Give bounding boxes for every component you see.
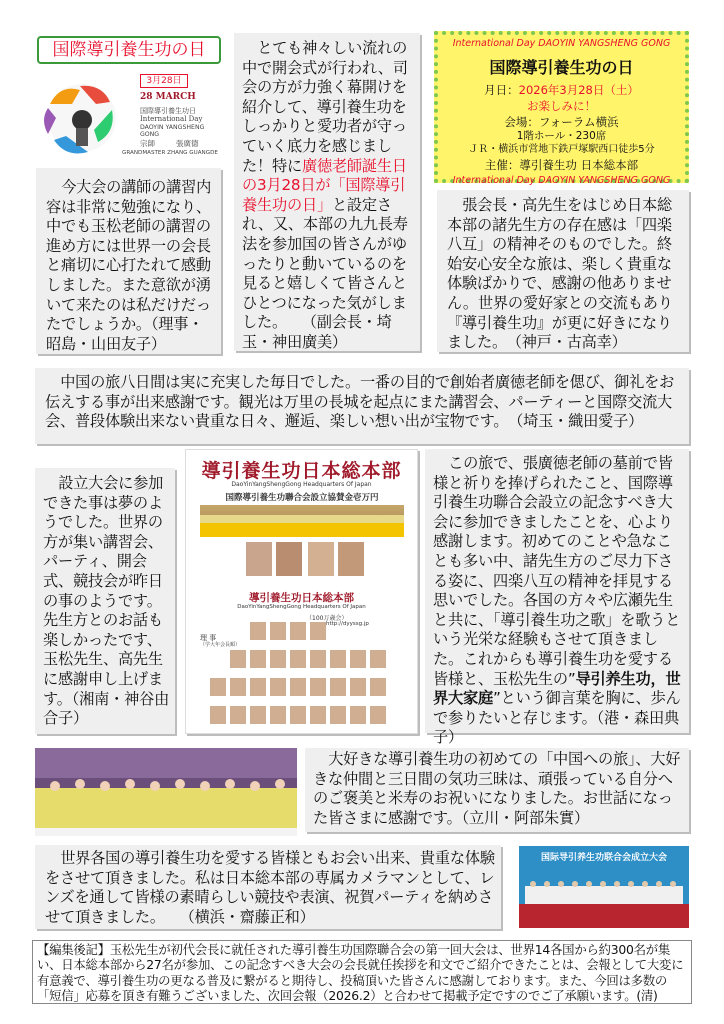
event-access: ＪＲ・横浜市営地下鉄戸塚駅西口徒歩5分 xyxy=(468,144,655,155)
congress-banner-photo xyxy=(519,846,689,928)
poster-middle-title: 導引養生功日本総本部 xyxy=(249,592,354,604)
logo-line2: International Day xyxy=(140,115,203,123)
logo-line3: DAOYIN YANGSHENG GONG xyxy=(140,124,205,138)
article-morita-motto: 导引养生功，世界大家庭 xyxy=(433,669,681,708)
poster-leader-photos xyxy=(246,542,366,586)
article-kanda-part2: と設定され、又、本部の九九長寿法を参加国の皆さんがゆったりと動いているのを見ると嬉しくて皆さんとひとつになった気がしました。 （副会長・埼玉・神田廣美） xyxy=(242,195,408,351)
article-yamada xyxy=(36,168,221,354)
logo-date-badge: 3月28日 xyxy=(140,74,188,88)
poster-group-photo xyxy=(200,505,404,537)
article-kanda xyxy=(234,33,420,351)
poster-site: http://dyyssg.jp xyxy=(326,621,369,627)
stage-group-photo xyxy=(35,748,297,836)
poster-subtitle-en: DaoYinYangShengGong Headquarters Of Japan xyxy=(231,481,372,488)
poster-director-label: 理 事 xyxy=(200,634,217,642)
article-kamiya-text: 設立大会に参加できた事は夢のようでした。世界の方が集い講習会、パーティ、開会式、競技会が昨日の事のようです。先生方とのお話も楽しかったです、玉松先生、高先生に感謝申し上げます。（湘南・神谷由合子） xyxy=(43,474,170,728)
headquarters-poster xyxy=(185,449,418,734)
logo-founder-name: 張廣德 xyxy=(176,139,199,148)
logo-date-en: 28 MARCH xyxy=(140,92,196,102)
poster-title: 導引養生功日本総本部 xyxy=(201,460,402,482)
poster-leader-graphic xyxy=(246,542,366,586)
event-title: 国際導引養生功の日 xyxy=(489,58,634,77)
event-venue: 会場：フォーラム横浜 xyxy=(504,115,619,129)
logo-founder-label: 宗師 xyxy=(140,139,155,148)
article-kanda-highlight: 廣徳老師誕生日の3月28日が「国際導引養生功の日」 xyxy=(242,156,407,214)
article-furutaka xyxy=(437,190,689,352)
event-date-value: 2026年3月28日（土） xyxy=(518,83,639,97)
logo-line1: 国際導引養生功日 xyxy=(140,107,196,115)
article-morita-part1: この旅で、張廣徳老師の墓前で皆様と祈りを捧げられたこと、国際導引養生功聯合会設立の記念すべき大会に参加できましたことを、心より感謝します。初めてのことや急なことも多い中、諸先生方のご尽力下さる姿に、四楽八互の精神を拝見する思いでした。各国の方々や広瀬先生と共に、「導引養生功之歌」を歌うという光栄な経験もさせて頂きました。これからも導引養生功を愛する皆様と、玉松先生の” xyxy=(433,454,681,688)
article-yamada-text: 今大会の講師の講習内容は非常に勉強になり、中でも玉松老師の講習の進め方には世界一の会長と痛切に心打たれて感動しました。また意欲が湧いて来たのは私だけだったでしょうか。（理事・昭島・山田友子） xyxy=(46,178,212,353)
poster-member-grid-graphic xyxy=(200,622,406,730)
event-notice: お楽しみに！ xyxy=(527,99,596,113)
event-organizer: 主催：導引養生功 日本総本部 xyxy=(484,158,639,172)
logo-founder-en: GRANDMASTER ZHANG GUANGDE xyxy=(122,150,218,156)
event-announcement-box xyxy=(434,31,689,186)
article-abe xyxy=(305,748,689,832)
article-abe-text: 大好きな導引養生功の初めての「中国への旅」、大好きな仲間と三日間の気功三昧は、頑張っている自分へのご褒美と米寿のお祝いになりました。お世話になった皆さまに感謝です。（立川・阿部朱實） xyxy=(313,750,681,827)
event-hall: 1階ホール・230席 xyxy=(516,130,607,142)
poster-director-note: （学大年会長順） xyxy=(200,642,241,648)
editor-note xyxy=(32,940,692,1004)
poster-middle-en: DaoYinYangShengGong Headquarters Of Japan xyxy=(237,604,366,610)
event-intl-bottom: International Day DAOYIN YANGSHENG GONG xyxy=(452,175,671,186)
article-furutaka-text: 張会長・高先生をはじめ日本総本部の諸先生方の存在感は「四楽八互」の精神そのものでした。終始安心安全な旅は、楽しく貴重な体験ばかりで、感謝の他ありません。世界の愛好家との交流もあり『導引養生功』が更に好きになりました。 （神戸・古高幸） xyxy=(447,196,673,352)
article-saito-text: 世界各国の導引養生功を愛する皆様ともお会い出来、貴重な体験をさせて頂きました。私は日本総本部の専属カメラマンとして、レンズを通して皆様の素晴らしい競技や表演、祝賀パーティを納めさせて頂きました。 （横浜・齋藤正和） xyxy=(45,849,495,926)
article-oda xyxy=(35,368,689,444)
event-date-label: 月日： xyxy=(484,83,519,97)
article-morita xyxy=(425,449,689,747)
poster-year-note: （100万歳会） xyxy=(306,615,348,622)
editor-note-text: 【編集後記】玉松先生が初代会長に就任された導引養生功国際聯合会の第一回大会は、世界14各国から約300名が集い、日本総本部から27名が参加、この記念すべき大会の会長就任挨拶を和文でご紹介できたことは、会報として大変に有意義で、導引養生功の更なる普及に繋がると期待し、投稿頂いた皆さんに感謝しております。また、今回は多数の「短信」応募を頂き有難うございました、次回会報（2026.2）と合わせて掲載予定ですのでご了承願います。(清) xyxy=(37,942,684,1003)
article-morita-text xyxy=(433,454,684,748)
poster-congrats: 国際導引養生功聯合会設立協賛金壱万円 xyxy=(225,493,379,503)
article-oda-text: 中国の旅八日間は実に充実した毎日でした。一番の目的で創始者廣徳老師を偲び、御礼をお伝えする事が出来感謝です。観光は万里の長城を起点にまた講習会、パーティーと国際交流大会、普段体験出来ない貴重な日々、邂逅、楽しい想い出が宝物です。 （埼玉・織田愛子） xyxy=(45,373,675,431)
article-kamiya xyxy=(35,468,175,734)
section-title-international-day: 国際導引養生功の日 xyxy=(37,36,221,64)
stage-photo-graphic xyxy=(35,748,297,836)
poster-member-photos xyxy=(200,622,406,730)
event-intl-top: International Day DAOYIN YANGSHENG GONG xyxy=(452,38,671,49)
congress-banner-caption: 国际导引养生功联合会成立大会 xyxy=(540,853,667,863)
international-day-logo xyxy=(36,70,222,166)
event-date xyxy=(442,82,681,98)
article-kanda-text xyxy=(242,39,414,353)
poster-crowd-graphic xyxy=(200,505,404,537)
article-saito xyxy=(35,845,501,929)
article-kanda-part1: とても神々しい流れの中で開会式が行われ、司会の方が力強く幕開けを紹介して、導引養生功をしっかりと愛功者が守っていく底力を感じました！特に xyxy=(242,39,408,175)
article-morita-part2: ”という御言葉を胸に、歩んで参りたいと存じます。（港・森田典子） xyxy=(433,689,681,747)
